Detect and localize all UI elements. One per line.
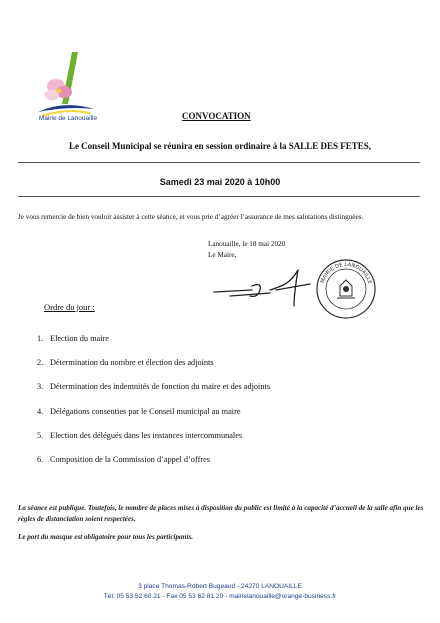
- intro-paragraph: Je vous remercie de bien vouloir assister à cette séance, et vous prie d’agréer l’assurance de mes salutations distinguées.: [18, 213, 364, 221]
- agenda-item: 1. Election du maire: [37, 334, 109, 343]
- document-title: CONVOCATION: [182, 111, 251, 121]
- svg-text:MAIRIE DE LANOUAILLE: MAIRIE DE LANOUAILLE: [319, 261, 373, 285]
- agenda-heading: Ordre du jour :: [44, 302, 95, 312]
- agenda-item: 6. Composition de la Commission d’appel d’offres: [37, 454, 211, 464]
- divider: [18, 196, 420, 197]
- agenda-item: 4. Délégations consenties par le Conseil municipal au maire: [37, 406, 241, 416]
- mask-notice: Le port du masque est obligatoire pour tous les participants.: [18, 533, 193, 541]
- agenda-item: 3. Détermination des indemnités de fonction du maire et des adjoints: [37, 382, 271, 392]
- divider: [18, 162, 420, 163]
- meeting-subtitle: Le Conseil Municipal se réunira en session ordinaire à la SALLE DES FETES,: [68, 141, 372, 151]
- mayor-title: Le Maire,: [208, 251, 237, 259]
- agenda-item: 5. Election des délégués dans les instances intercommunales: [37, 430, 243, 440]
- footer-address: 3 place Thomas-Robert Bugeaud - 24270 LANOUAILLE: [138, 583, 302, 590]
- agenda-list: [37, 334, 270, 479]
- mayor-signature: [212, 260, 322, 310]
- footer-contact: Tél. 05 53 52 60 21 - Fax 05 53 62 81 20 - mairielanouaille@orange-business.fr: [103, 593, 337, 600]
- mairie-logo: [34, 46, 98, 124]
- agenda-item: 2. Détermination du nombre et élection des adjoints: [37, 358, 214, 368]
- mairie-stamp: [315, 258, 377, 320]
- public-session-notice: La séance est publique. Toutefois, le nombre de places mises à disposition du public est limité à la capacité d’accueil de la salle afin que les règles de distanciation soient respectées.: [18, 504, 424, 523]
- place-date: Lanouaille, le 18 mai 2020: [208, 240, 286, 248]
- logo-caption: Mairie de Lanouaille: [38, 115, 98, 122]
- meeting-date: Samedi 23 mai 2020 à 10h00: [159, 177, 281, 187]
